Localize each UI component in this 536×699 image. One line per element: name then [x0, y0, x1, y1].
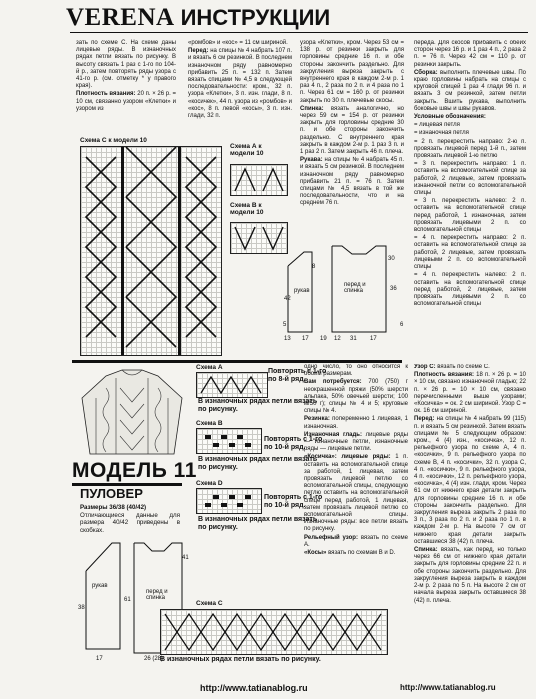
sizes-label: Размеры 36/38 (40/42) — [80, 504, 147, 511]
chart-a2-title: Схема А — [196, 364, 223, 371]
text-column-3 — [300, 40, 404, 209]
chart-a-title: Схема А к модели 10 — [230, 143, 264, 157]
chart-b-model11 — [196, 428, 262, 454]
col5-braid: «Косы» вязать по схемам В и D. — [304, 550, 396, 557]
col5-purl: Изнаночная гладь: лицевые ряды — изнаночные петли, изнаночные ряды — лицевые петли. — [304, 431, 408, 453]
sweater-illustration — [76, 368, 188, 456]
col5-rib: Резинка: попеременно 1 лицевая, 1 изнаночная. — [304, 416, 408, 430]
col5-relief: Рельефный узор: вязать по схеме А. — [304, 534, 408, 548]
sizes-note: Отличающиеся данные для размера 40/42 приведены в скобках. — [80, 512, 180, 534]
chart-b-title: Схема В к модели 10 — [230, 202, 264, 216]
chart-c2-footnote: В изнаночных рядах петли вязать по рисунку. — [160, 656, 321, 663]
legend-item: = изнаночная петля — [414, 130, 469, 137]
legend-item: = лицевая петля — [414, 122, 460, 129]
chart-c-model11 — [160, 609, 388, 655]
col1-density: Плотность вязания: 20 п. × 26 р. = 10 см, связанно узором «Клетки» и узором из — [76, 91, 176, 112]
section-divider — [72, 360, 402, 363]
chart-a2-footnote: В изнаночных рядах петли вязать по рисунку. — [198, 398, 318, 413]
text-column-5 — [304, 364, 408, 600]
legend-item: = 3 п. перекрестить налево: 2 п. оставить на вспомогательной спице перед работой, 1 изнаночная, затем провязать лицевыми 2 п. со вспомогательной спицы — [414, 198, 526, 234]
col2-paragraph: «ромбов» и «кос» = 11 см шириной. — [188, 40, 288, 46]
schematic-model10: рукав перед и спинка 30 8 36 42 5 31 13 17 19 12 17 6 — [282, 236, 412, 356]
col4-paragraph: переда. Для скосов прибавить с обеих сторон через 16 р. и 1 раз 4 п., 2 раза 2 п. = 76 п. Через 42 см = 110 р. от резинки закрыть. — [414, 40, 526, 68]
col4-assembly: Сборка: выполнить плечевые швы. По краю горловины набрать на спицы с круговой спицей 1 раз 4 глади 96 п. и вязать 3 см резинкой, затем петли закрыть. Вшить рукава, выполнить боковые швы и швы рукавов. — [414, 69, 526, 112]
chart-b2-title: Схема В — [196, 420, 223, 427]
chart-a-model10 — [230, 164, 288, 196]
sleeve-label: рукав — [92, 583, 108, 589]
chart-c-model10 — [80, 146, 222, 356]
chart-d2-footnote: В изнаночных рядах петли вязать по рисунку. — [198, 516, 318, 531]
text-column-6 — [414, 364, 526, 664]
chart-a2-note: Повторять с 1-го по 8-й ряд. — [268, 368, 327, 383]
front-back-label: перед и спинка — [344, 282, 366, 294]
legend-item: = 2 п. перекрестить направо: 2-ю п. провязать лицевой перед 1-й п., затем провязать лицевой 1-ю петлю — [414, 138, 526, 160]
model11-sizes — [80, 504, 180, 535]
col3-paragraph: узора «Клетки», кром. Через 53 см = 138 р. от резинки закрыть для горловины средние 16 п. и обе стороны закончить раздельно. Для закругления выреза закрыть с внутреннего края в каждом 2-м р. 1 раз 4 п., 2 раза по 2 п. и 4 раза по 1 п. Через 61 см = 160 р. от резинки закрыть по 30 п. плечевые скосы. — [300, 40, 404, 104]
col6-front: Перед: на спицы № 4 набрать 99 (115) п. и вязать 5 см резинкой. Затем вязать спицами № 5 следующим образом: кром., 4 (4) изн., «косичка», 12 п. рельефного узора по схеме А, 4 п. «косички», 9 п. рельефного узора по схеме В, 4 п. «косички», 32 п. узора С, 4 п. «косички», 9 п. рельефного узора, 4 п. «косички», 12 п. рельефного узора, «косичка», 4 (4) изн. глади, кром. Через 61 см от нижнего края детали закрыть для горловины средние 16 п. и обе стороны закончить раздельно. Для закругления выреза закрыть 2 раза по 3 п., 3 раза по 2 п. и 2 раза по 1 п. в каждом 2-м р. На высоте 7 см от нижнего края детали закрыть оставшиеся 38 (42) п. плеча. — [414, 416, 526, 545]
col6-back: Спинка: вязать, как перед, но только через 66 см от нижнего края детали закрыть для горловины средние 22 п. и обе стороны закончить раздельно. Для закругления выреза закрыть в каждом 2-м р. 2 раза по 5 п. На высоте 2 см от начала выреза закрыть оставшиеся 38 (42) п. плеча. — [414, 547, 526, 604]
legend-title: Условные обозначения: — [414, 114, 486, 121]
chart-c-diamonds — [81, 147, 221, 355]
col3-back: Спинка: вязать аналогично, но через 59 см = 154 р. от резинки закрыть для горловины средние 30 п. и обе стороны закончить раздельно. С внутреннего края закрыть в каждом 2-м р. 1 раз 3 п. и 1 раз 2 п. Затем закрыть 46 п. плеча. — [300, 105, 405, 156]
chart-a-model11 — [196, 372, 268, 398]
chart-d2-title: Схема D — [196, 480, 223, 487]
col2-front: Перед: на спицы № 4 набрать 107 п. и вязать 6 см резинкой. В последнем изнаночном ряду равномерно прибавить 25 п. = 132 п. Затем вязать спицами № 4,5 в следующей последовательности: кром., 32 п. узора «Клетки», 3 п. изн. глади, 8 п. «косичек», 44 п. узора из «ромбов» и «кос», 8 п. левой «косы», 3 п. изн. глади, 32 п. — [188, 48, 292, 120]
col3-sleeves: Рукава: на спицы № 4 набрать 45 п. и вязать 5 см резинкой. В последнем изнаночном ряду равномерно прибавить 21 п. = 76 п. Затем спицами № 4,5 вязать в той же последовательности, что и на среднем 76 п. — [300, 157, 404, 207]
model-title: МОДЕЛЬ 11 — [72, 459, 197, 482]
chart-c2-title: Схема С — [196, 600, 223, 607]
front-back-label: перед и спинка — [146, 589, 168, 601]
chart-c-title: Схема С к модели 10 — [80, 137, 147, 144]
col1-paragraph: зать по схеме С. На схеме даны лицевые ряды. В изнаночных рядах петли вязать по рисунку. В высоту связать 1 раз с 1-го по 104-й р., затем повторять ряды узора с 41-го р. (см. отметку * у правого края). — [76, 40, 176, 90]
legend-item: = 3 п. перекрестить направо: 1 п. оставить на вспомогательной спице за работой, 2 лицевые, затем провязать изнаночной петли со вспомогательной спицы — [414, 161, 526, 197]
text-column-4 — [414, 40, 526, 360]
header-rule — [70, 32, 528, 33]
chart-b-model10 — [230, 222, 288, 254]
legend-item: = 4 п. перекрестить направо: 2 п. оставить на вспомогательной спице за работой, 2 лицевые, затем провязать лицевыми 2 п. со вспомогательной спицы — [414, 235, 526, 271]
chart-d2-note: Повторять с 1-го по 10-й ряд. — [264, 494, 323, 509]
footer-url-right[interactable]: http://www.tatianablog.ru — [400, 683, 496, 692]
section-title: ИНСТРУКЦИИ — [180, 5, 331, 30]
legend-item: = 4 п. перекрестить налево: 2 п. оставить на вспомогательной спице перед работой, 2 лицевые, затем провязать лицевыми 2 п. со вспомогательной спицы — [414, 272, 526, 308]
schematic-model11: рукав перед и спинка 38 61 41 26 (28) 17 — [78, 535, 190, 665]
footer-url-left[interactable]: http://www.tatianablog.ru — [200, 683, 308, 693]
text-column-1 — [76, 40, 176, 114]
text-column-2 — [188, 40, 292, 121]
brand-logo: VERENA — [66, 4, 175, 31]
col5-paragraph: одно число, то оно относится к обоим размерам. — [304, 364, 408, 378]
model-subtitle: ПУЛОВЕР — [80, 486, 143, 501]
page-header — [66, 4, 330, 34]
chart-b2-note: Повторять с 1-го по 10-й ряд. — [264, 436, 323, 451]
chart-d-model11 — [196, 488, 262, 514]
col6-density: Плотность вязания: 18 п. × 26 р. = 10 × 10 см, связано изнаночной гладью; 22 п. × 26 р. = 10 × 10 см, связано перечисленными выше узорами; «Косичка» = ок. 2 см шириной. Узор С = ок. 16 см шириной. — [414, 372, 526, 415]
chart-b2-footnote: В изнаночных рядах петли вязать по рисунку. — [198, 456, 318, 471]
sleeve-label: рукав — [294, 288, 310, 294]
col5-materials: Вам потребуется: 700 (750) г неокрашенной пряжи (50% шерсти альпака, 50% овечьей шерсти; 100 м/50 г); спицы № 4 и 5; круговые спицы № 4. — [304, 379, 408, 415]
col5-cable: «Косичка»: лицевые ряды: 1 п. оставить на вспомогательной спице за работой, 1 лицевая, затем провязать лицевой петлю со вспомогательной спицы, следующую петлю оставить на вспомогательной спице перед работой, 1 лицевая, затем провязать лицевой петлю со вспомогательной спицы. Изнаночные ряды: все петли вязать по рисунку. — [304, 454, 408, 533]
col6-patternC: Узор С: вязать по схеме С. — [414, 364, 490, 370]
